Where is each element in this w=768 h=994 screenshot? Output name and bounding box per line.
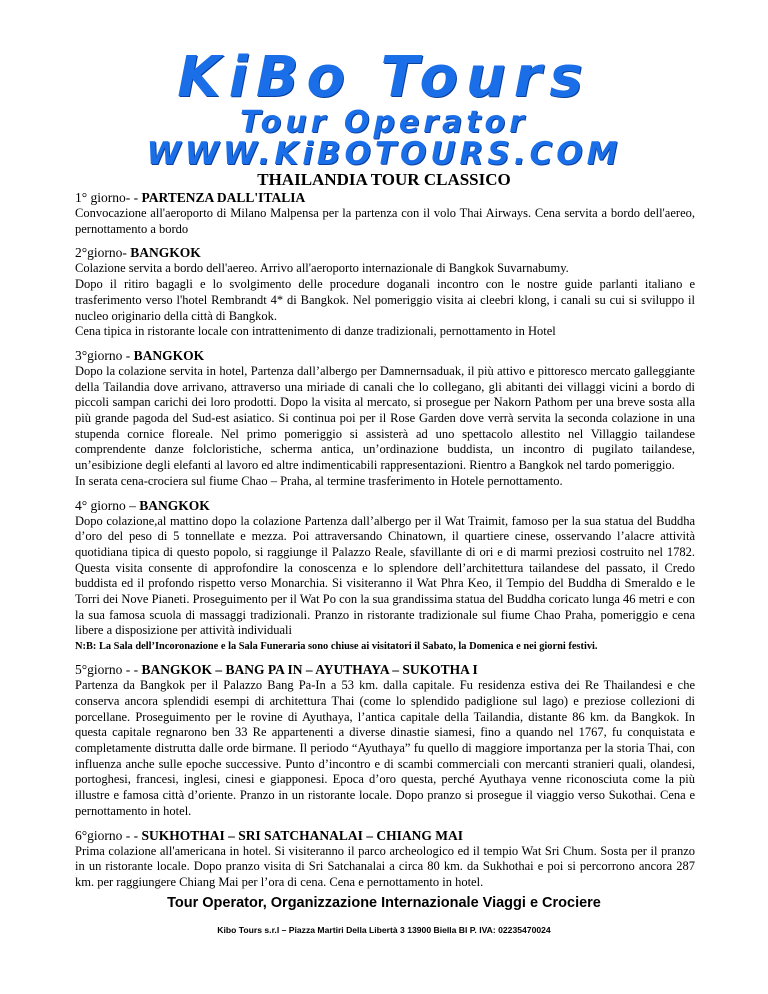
day-section-6 (75, 828, 695, 891)
day-label: 1° giorno- - (75, 190, 142, 205)
logo-header (0, 45, 768, 172)
day-paragraph: In serata cena-crociera sul fiume Chao – Praha, al termine trasferimento in Hotele pernottamento. (75, 473, 563, 488)
logo-tagline: Tour Operator (240, 105, 528, 140)
day-title: BANGKOK (133, 347, 205, 363)
day-title: PARTENZA DALL'ITALIA (141, 190, 306, 205)
day-paragraph: Dopo la colazione servita in hotel, Partenza dall’albergo per Damnernsaduak, il più attivo e pittoresco mercato galleggiante della Tailandia dove arrivano, attraverso una miriade di canali che lo collegano, gli abitanti dei villaggi vicini a bordo di piccoli sampan carichi dei loro prodotti. Dopo la visita al mercato, si prosegue per Nakorn Pathom per una breve sosta alla più grande pagoda del Sud-est asiatico. Si continua poi per il Rose Garden dove verrà servita la seconda colazione in una stupenda cornice floreale. Nel primo pomeriggio si assisterà ad uno spettacolo allestito nel Villaggio tailandese comprendente danze folcloristiche, scherma antica, un’ordinazione buddista, un incontro di pugilato tailandese, un’esibizione degli elefanti al lavoro ed altre indimenticabili rappresentazioni. Rientro a Bangkok nel tardo pomeriggio. (75, 363, 695, 473)
day-title: BANGKOK (139, 497, 210, 513)
day-heading (75, 662, 695, 678)
day-label: 2°giorno- (75, 245, 131, 261)
day-paragraph: Colazione servita a bordo dell'aereo. Arrivo all'aeroporto internazionale di Bangkok Suvarnabumy. (75, 261, 569, 276)
logo-website: WWW.KiBOTOURS.COM (146, 136, 622, 172)
closure-note: N:B: La Sala dell’Incoronazione e la Sala Funeraria sono chiuse ai visitatori il Sabato, la Domenica e nei giorni festivi. (75, 641, 598, 653)
day-label: 5°giorno - - (75, 662, 142, 678)
page-title: THAILANDIA TOUR CLASSICO (257, 170, 511, 189)
itinerary (75, 190, 695, 899)
day-label: 4° giorno – (75, 497, 140, 513)
day-paragraph: Cena tipica in ristorante locale con intrattenimento di danze tradizionali, pernottamento in Hotel (75, 324, 556, 339)
day-section-1 (75, 190, 695, 237)
day-heading (75, 498, 695, 514)
day-title: BANGKOK – BANG PA IN – AYUTHAYA – SUKOTHA I (141, 662, 478, 678)
day-heading (75, 828, 695, 844)
day-title: SUKHOTHAI – SRI SATCHANALAI – CHIANG MAI (141, 827, 464, 843)
day-section-5 (75, 662, 695, 819)
day-section-4 (75, 498, 695, 655)
day-label: 3°giorno - (75, 347, 134, 363)
day-section-3 (75, 348, 695, 490)
day-paragraph: Dopo colazione,al mattino dopo la colazione Partenza dall’albergo per il Wat Traimit, famoso per la sua statua del Buddha d’oro del peso di 5 tonnellate e mezza. Poi attraversando Chinatown, il quartiere cinese, osservando l’alacre attività quotidiana tipica di questo popolo, si raggiunge il Palazzo Reale, sfavillante di ori e di marmi preziosi costruito nel 1782. Questa visita consente di approfondire la conoscenza e lo splendore dell’architettura tailandese del passato, il Credo buddista ed il profondo rispetto verso Monarchia. Si visiteranno il Wat Phra Keo, il Tempio del Buddha di Smeraldo e le Torri dei Nove Pianeti. Proseguimento per il Wat Po con la sua grandissima statua del Buddha coricato lunga 46 metri e con la sua famosa scuola di massaggi tradizionali. Pranzo in ristorante tradizionale sul fiume Chao Praha, pomeriggio e cena libere a disposizione per attività individuali (75, 513, 695, 638)
logo-brand-name: KiBo Tours (177, 45, 591, 110)
footer-title: Tour Operator, Organizzazione Internazionale Viaggi e Crociere (167, 895, 601, 911)
day-title: BANGKOK (130, 245, 201, 261)
day-heading (75, 190, 695, 206)
day-section-2 (75, 245, 695, 340)
day-paragraph: Partenza da Bangkok per il Palazzo Bang Pa-In a 53 km. dalla capitale. Fu residenza estiva dei Re Thailandesi e che conserva ancora splendidi esempi di architettura Thai (come lo splendido padiglione sul lago) e preziose collezioni di porcellane. Proseguimento per le rovine di Ayuthaya, l’antica capitale della Tailandia, distante 86 km. da Bangkok. In questa capitale regnarono ben 33 Re appartenenti a diverse dinastie siamesi, fino a quando nel 1767, fu conquistata e completamente distrutta dalle orde birmane. Il periodo “Ayuthaya” fu quello di maggiore importanza per la storia Thai, con influenza anche sulle epoche successive. Punto d’incontro e di scambi commerciali con mercanti stranieri quali, olandesi, portoghesi, francesi, inglesi, cinesi e giapponesi. Epoca d’oro questa, perché Ayuthaya venne riconosciuta come la più illustre e famosa città d’oriente. Pranzo in un ristorante locale. Dopo pranzo si prosegue il viaggio verso Sukothai. Cena e pernottamento in hotel. (75, 678, 695, 818)
day-heading (75, 245, 695, 261)
day-paragraph: Prima colazione all'americana in hotel. Si visiteranno il parco archeologico ed il tempio Wat Sri Chum. Sosta per il pranzo in un ristorante locale. Dopo pranzo visita di Sri Satchanalai a circa 80 km. da Sukhothai e poi si percorrono ancora 287 km. per raggiungere Chiang Mai per l’ora di cena. Cena e pernottamento in hotel. (75, 843, 695, 889)
day-paragraph: Convocazione all'aeroporto di Milano Malpensa per la partenza con il volo Thai Airways. Cena servita a bordo dell'aereo, pernottamento a bordo (75, 206, 695, 236)
day-paragraph: Dopo il ritiro bagagli e lo svolgimento delle procedure doganali incontro con le nostre guide parlanti italiano e trasferimento verso l'hotel Rembrandt 4* di Bangkok. Nel pomeriggio visita ai cleebri klong, i canali su cui si sviluppo il nucleo originario della città di Bangkok. (75, 277, 695, 323)
day-label: 6°giorno - - (75, 827, 142, 843)
day-heading (75, 348, 695, 364)
footer-address: Kibo Tours s.r.l – Piazza Martiri Della Libertà 3 13900 Biella BI P. IVA: 02235470024 (217, 925, 551, 935)
